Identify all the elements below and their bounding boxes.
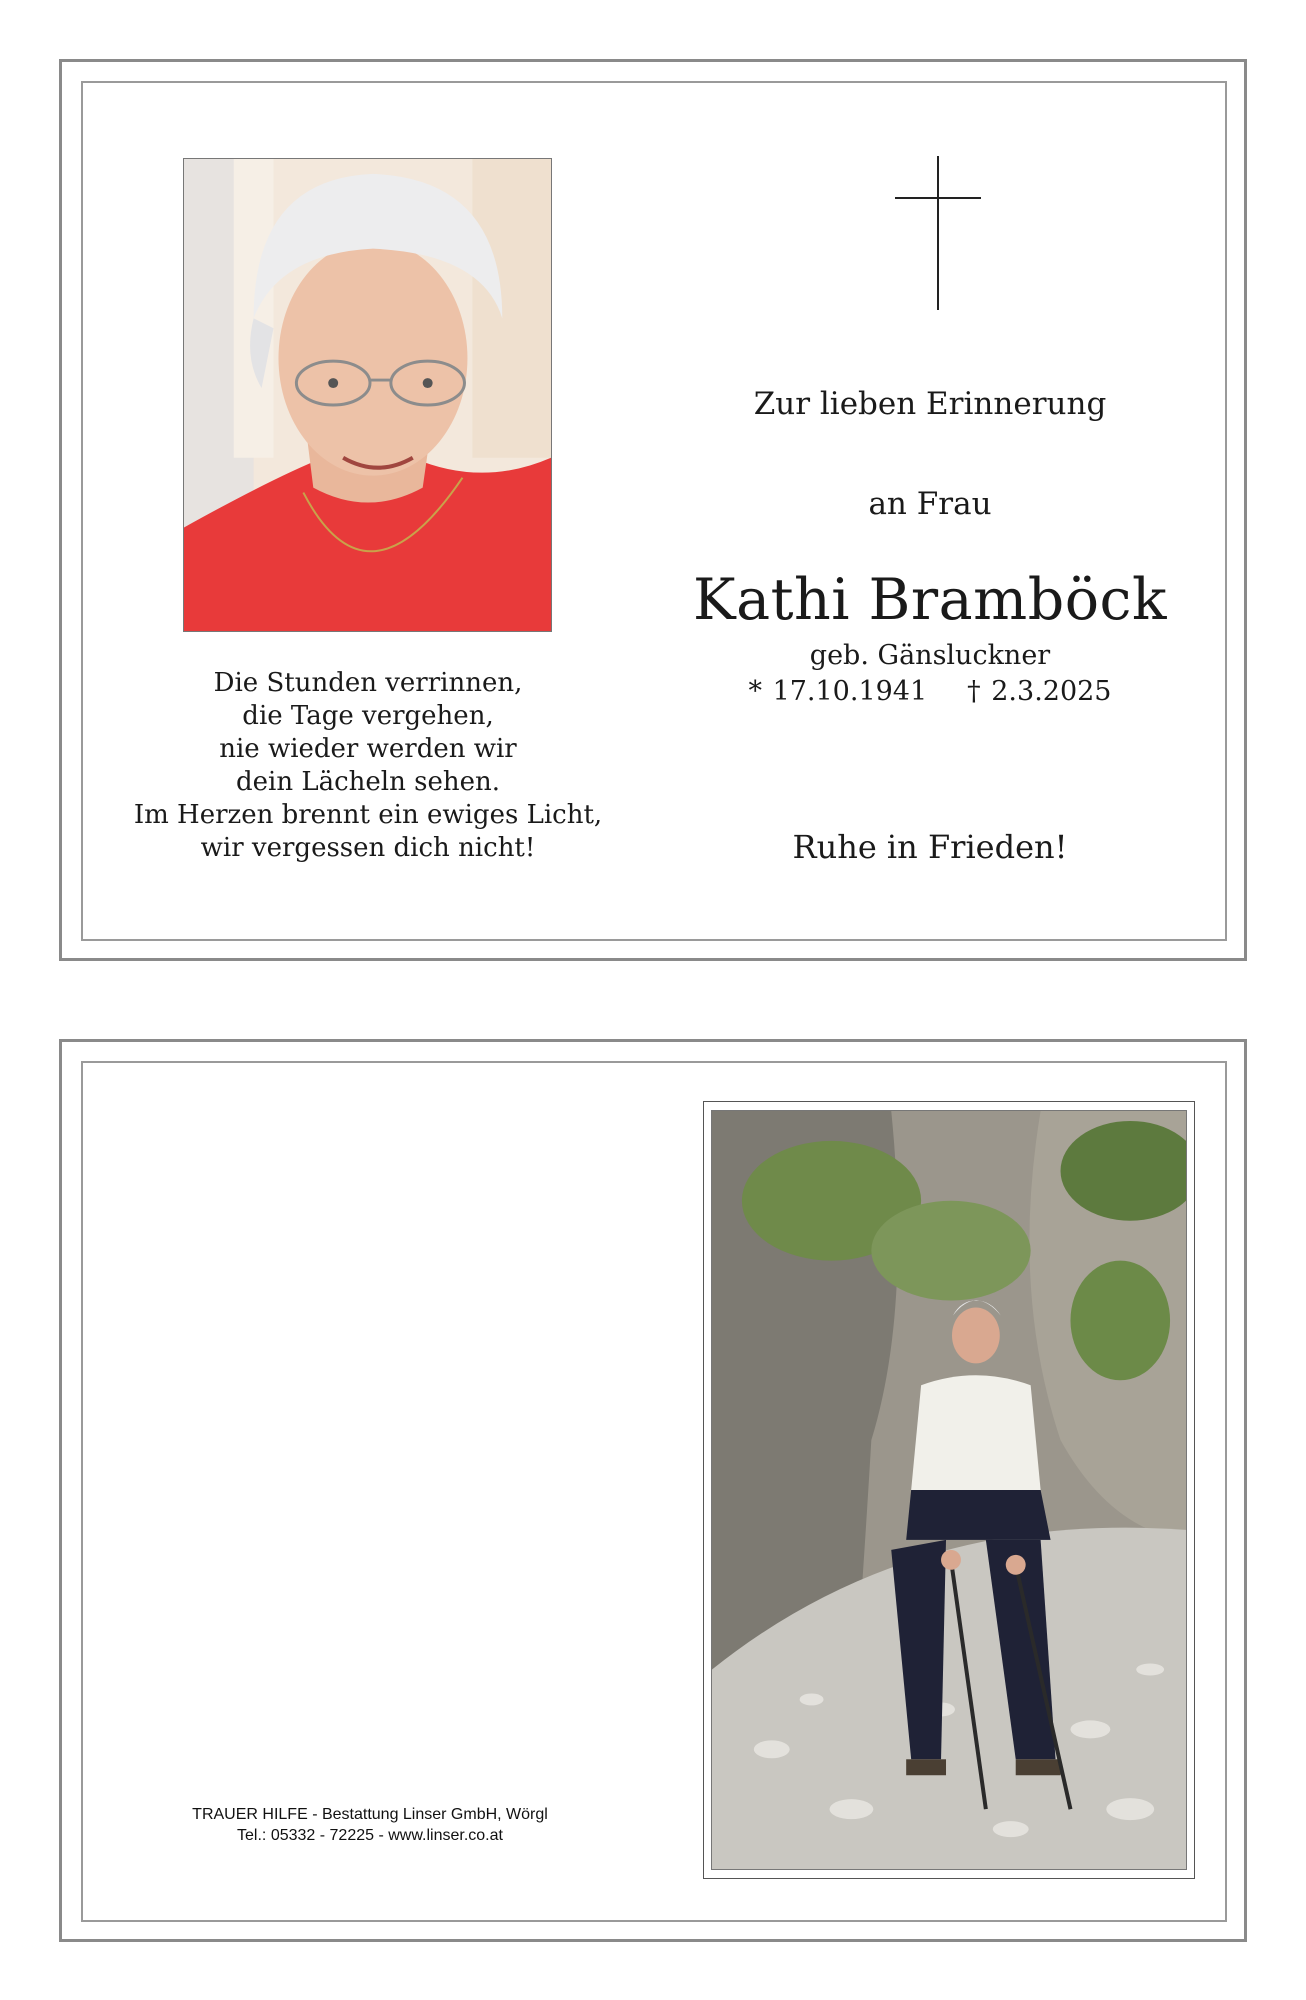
poem-line: wir vergessen dich nicht! xyxy=(200,833,536,863)
poem-line: dein Lächeln sehen. xyxy=(235,767,500,797)
footer-company: TRAUER HILFE - Bestattung Linser GmbH, Wörgl xyxy=(192,1806,548,1823)
poem-line: Die Stunden verrinnen, xyxy=(213,668,523,698)
life-dates xyxy=(700,676,1160,707)
deceased-name: Kathi Bramböck xyxy=(693,567,1167,633)
portrait-photo xyxy=(183,158,552,632)
salutation: an Frau xyxy=(868,486,992,522)
hiking-photo xyxy=(711,1110,1187,1870)
poem-line: die Tage vergehen, xyxy=(242,701,494,731)
birth-date: * 17.10.1941 xyxy=(748,676,928,707)
farewell-text: Ruhe in Frieden! xyxy=(792,828,1068,866)
death-date: † 2.3.2025 xyxy=(967,676,1112,707)
poem xyxy=(120,667,616,865)
footer-contact: Tel.: 05332 - 72225 - www.linser.co.at xyxy=(237,1827,503,1844)
funeral-home-footer xyxy=(150,1804,590,1846)
born-name: geb. Gänsluckner xyxy=(809,640,1051,671)
memory-heading: Zur lieben Erinnerung xyxy=(753,386,1107,422)
cross-icon xyxy=(895,156,981,310)
poem-line: nie wieder werden wir xyxy=(219,734,517,764)
poem-line: Im Herzen brennt ein ewiges Licht, xyxy=(133,800,603,830)
